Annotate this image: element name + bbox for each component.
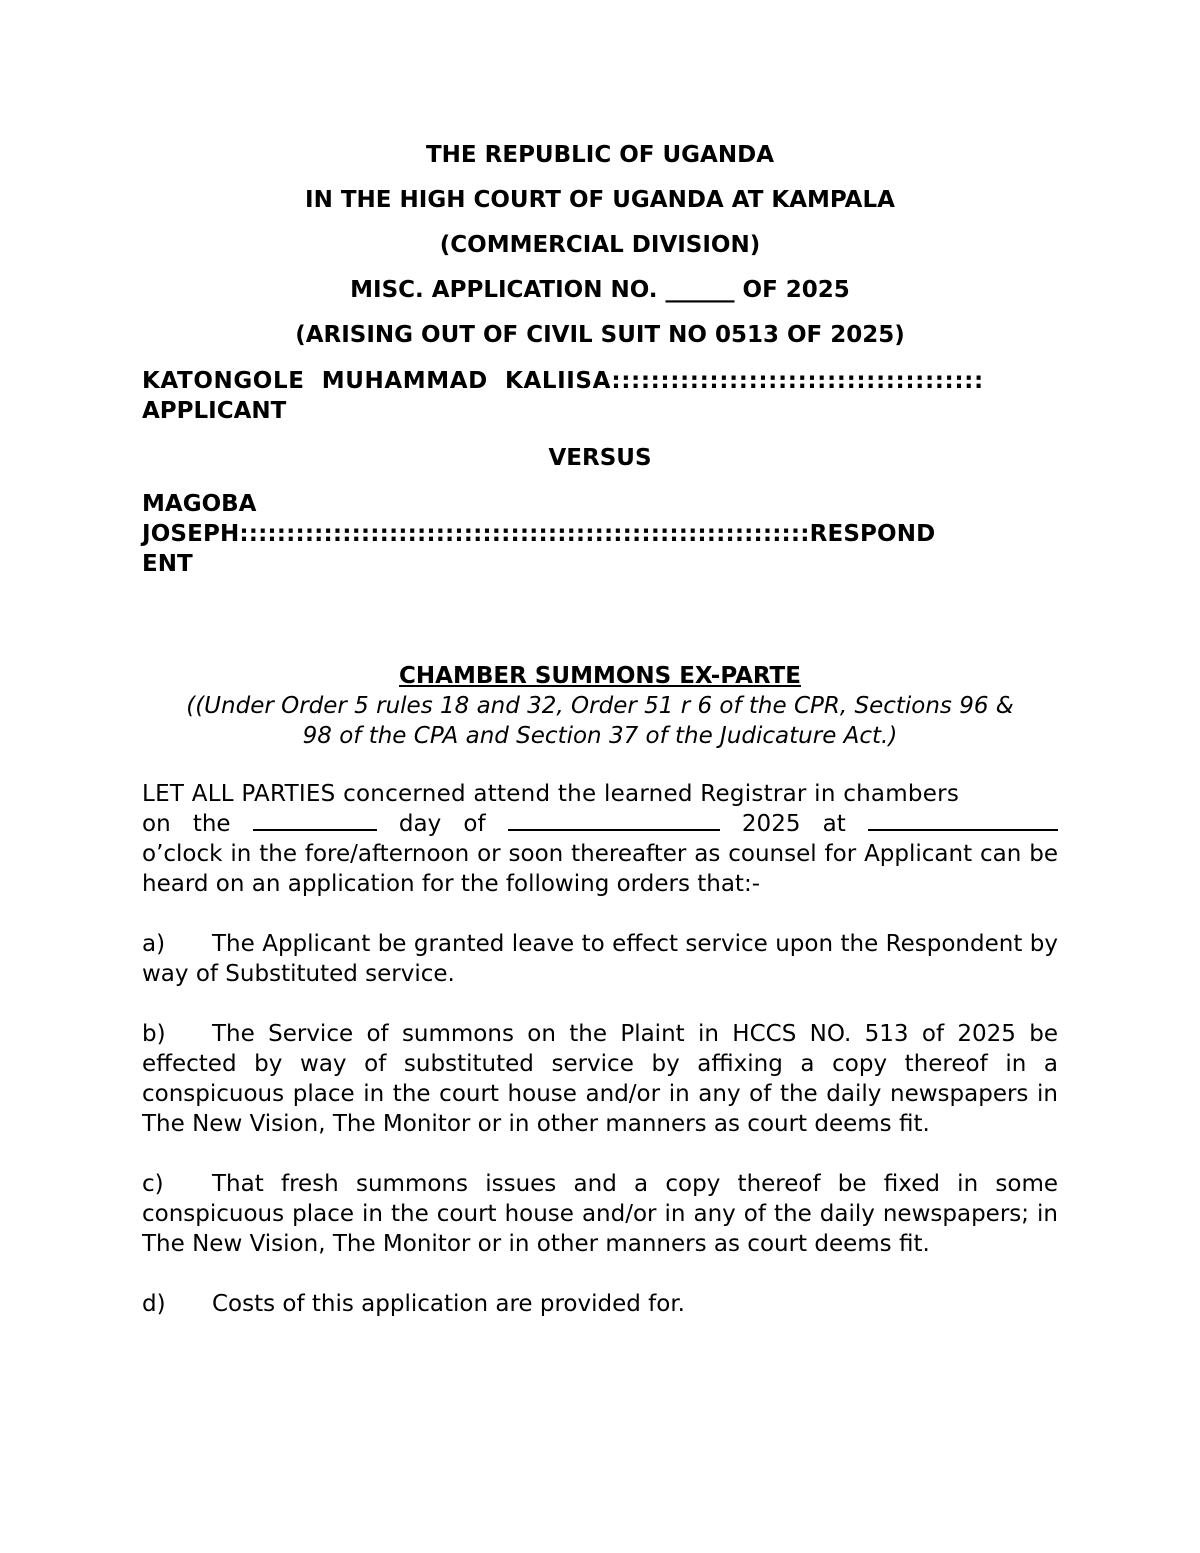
applicant-block [142,366,1058,426]
authority-line1: ((Under Order 5 rules 18 and 32, Order 51 r 6 of the CPR, Sections 96 & [186,693,1014,719]
authority-line2: 98 of the CPA and Section 37 of the Judicature Act.) [302,723,898,749]
respondent-block [142,489,1058,579]
document-page [142,140,1058,1319]
applicant-name: KATONGOLE MUHAMMAD KALIISA:::::::::::::::::::::::::::::::::::::: [142,368,984,394]
respondent-name-line3: ENT [142,551,193,577]
court-heading: IN THE HIGH COURT OF UGANDA AT KAMPALA [305,187,895,213]
applicant-role: APPLICANT [142,398,287,424]
order-text: The Service of summons on the Plaint in HCCS NO. 513 of 2025 be effected by way of substituted service by affixing a copy thereof in a conspicuous place in the court house and/or in any of the daily newspapers in The New Vision, The Monitor or in other manners as court deems fit. [142,1021,1058,1137]
order-label: d) [142,1291,166,1317]
intro-line2 [142,809,1058,839]
versus-label: VERSUS [548,445,652,471]
order-item [142,1289,1058,1319]
intro-line1: LET ALL PARTIES concerned attend the learned Registrar in chambers [142,781,960,807]
intro-word-at: at [822,811,846,837]
order-text: Costs of this application are provided for. [212,1291,685,1317]
intro-word-day: day [398,811,442,837]
order-label: c) [142,1171,164,1197]
respondent-name-line1: MAGOBA [142,491,257,517]
respondent-name-line2: JOSEPH:::::::::::::::::::::::::::::::::::::::::::::::::::::::::::::RESPOND [142,521,936,547]
time-blank [868,809,1058,831]
month-blank [508,809,720,831]
order-text: That fresh summons issues and a copy thereof be fixed in some conspicuous place in the court house and/or in any of the daily newspapers; in The New Vision, The Monitor or in other manners as court deems fit. [142,1171,1058,1257]
republic-heading: THE REPUBLIC OF UGANDA [425,142,774,168]
intro-word-of: of [463,811,486,837]
application-number: MISC. APPLICATION NO. ______ OF 2025 [350,277,850,303]
document-title: CHAMBER SUMMONS EX-PARTE [399,663,801,689]
order-item [142,1019,1058,1139]
arising-from-suit: (ARISING OUT OF CIVIL SUIT NO 0513 OF 2025) [295,322,905,348]
intro-word-the: the [192,811,231,837]
order-item [142,1169,1058,1259]
intro-rest: o’clock in the fore/afternoon or soon thereafter as counsel for Applicant can be heard on an application for the following orders that:- [142,841,1058,897]
intro-paragraph [142,779,1058,899]
day-blank [253,809,377,831]
order-item [142,929,1058,989]
order-text: The Applicant be granted leave to effect service upon the Respondent by way of Substituted service. [142,931,1058,987]
order-label: b) [142,1021,166,1047]
division-heading: (COMMERCIAL DIVISION) [439,232,761,258]
intro-word-year: 2025 [741,811,801,837]
order-label: a) [142,931,166,957]
intro-word-on: on [142,811,171,837]
